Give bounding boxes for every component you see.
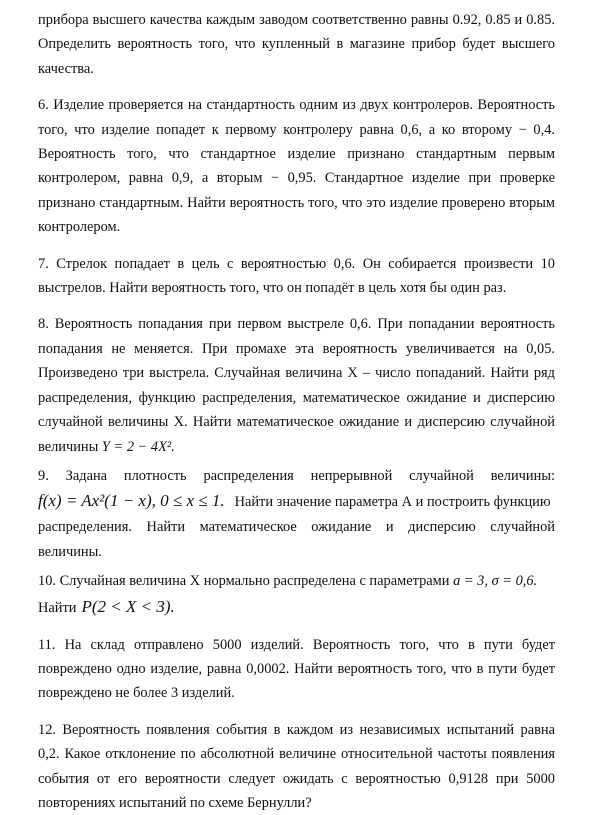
problem-10-line-2 [38, 594, 555, 621]
problem-6: 6. Изделие проверяется на стандартность одним из двух контролеров. Вероятность того, что изделие попадет к первому контролеру равна 0,6, а ко второму − 0,4. Вероятность того, что стандартное изделие признано стандартным первым контролером, равна 0,9, а вторым − 0,95. Стандартное изделие при проверке признано стандартным. Найти вероятность того, что это изделие проверено вторым контролером. [38, 97, 555, 236]
problem-10-text: 10. Случайная величина X нормально распределена с параметрами [38, 573, 450, 590]
problem-9-line-3: распределения. Найти математическое ожидание и дисперсию случайной величины. [38, 519, 555, 560]
problem-10-line-1 [38, 569, 555, 593]
problem-7: 7. Стрелок попадает в цель с вероятностью 0,6. Он собирается произвести 10 выстрелов. Найти вероятность того, что он попадёт в цель хотя бы один раз. [38, 255, 555, 297]
problem-10-find: Найти [38, 599, 77, 616]
problem-8-text: 8. Вероятность попадания при первом выстреле 0,6. При попадании вероятность попадания не меняется. При промахе эта вероятность увеличивается на 0,05. Произведено три выстрела. Случайная величина X – число попаданий. Найти ряд распределения, функцию распределения, математическое ожидание и дисперсию случайной величины X. Найти математическое ожидание и дисперсию случайной величины [38, 316, 555, 455]
problem-5-continuation: прибора высшего качества каждым заводом соответственно равны 0.92, 0.85 и 0.85. Определить вероятность того, что купленный в магазине прибор будет высшего качества. [38, 12, 555, 77]
problem-9-line-1: 9. Задана плотность распределения непрерывной случайной величины: [38, 467, 555, 484]
problem-9-formula: f(x) = Ax²(1 − x), 0 ≤ x ≤ 1. [38, 491, 225, 511]
problem-12: 12. Вероятность появления события в каждом из независимых испытаний равна 0,2. Какое отклонение по абсолютной величине относительной частоты появления события от его вероятности следует ожидать с вероятностью 0,9128 при 5000 повторениях испытаний по схеме Бернулли? [38, 721, 555, 811]
problem-8-formula: Y = 2 − 4X². [101, 438, 175, 455]
problem-9-line-2-text: Найти значение параметра А и построить функцию [234, 494, 551, 511]
document-page [38, 8, 555, 815]
problem-10-formula: P(2 < X < 3). [81, 596, 175, 616]
problem-8 [38, 312, 555, 458]
problem-11: 11. На склад отправлено 5000 изделий. Вероятность того, что в пути будет повреждено одно изделие, равна 0,0002. Найти вероятность того, что в пути будет повреждено не более 3 изделий. [38, 636, 555, 702]
problem-10-params: a = 3, σ = 0,6. [453, 573, 538, 590]
problem-9-line-2 [38, 488, 555, 515]
